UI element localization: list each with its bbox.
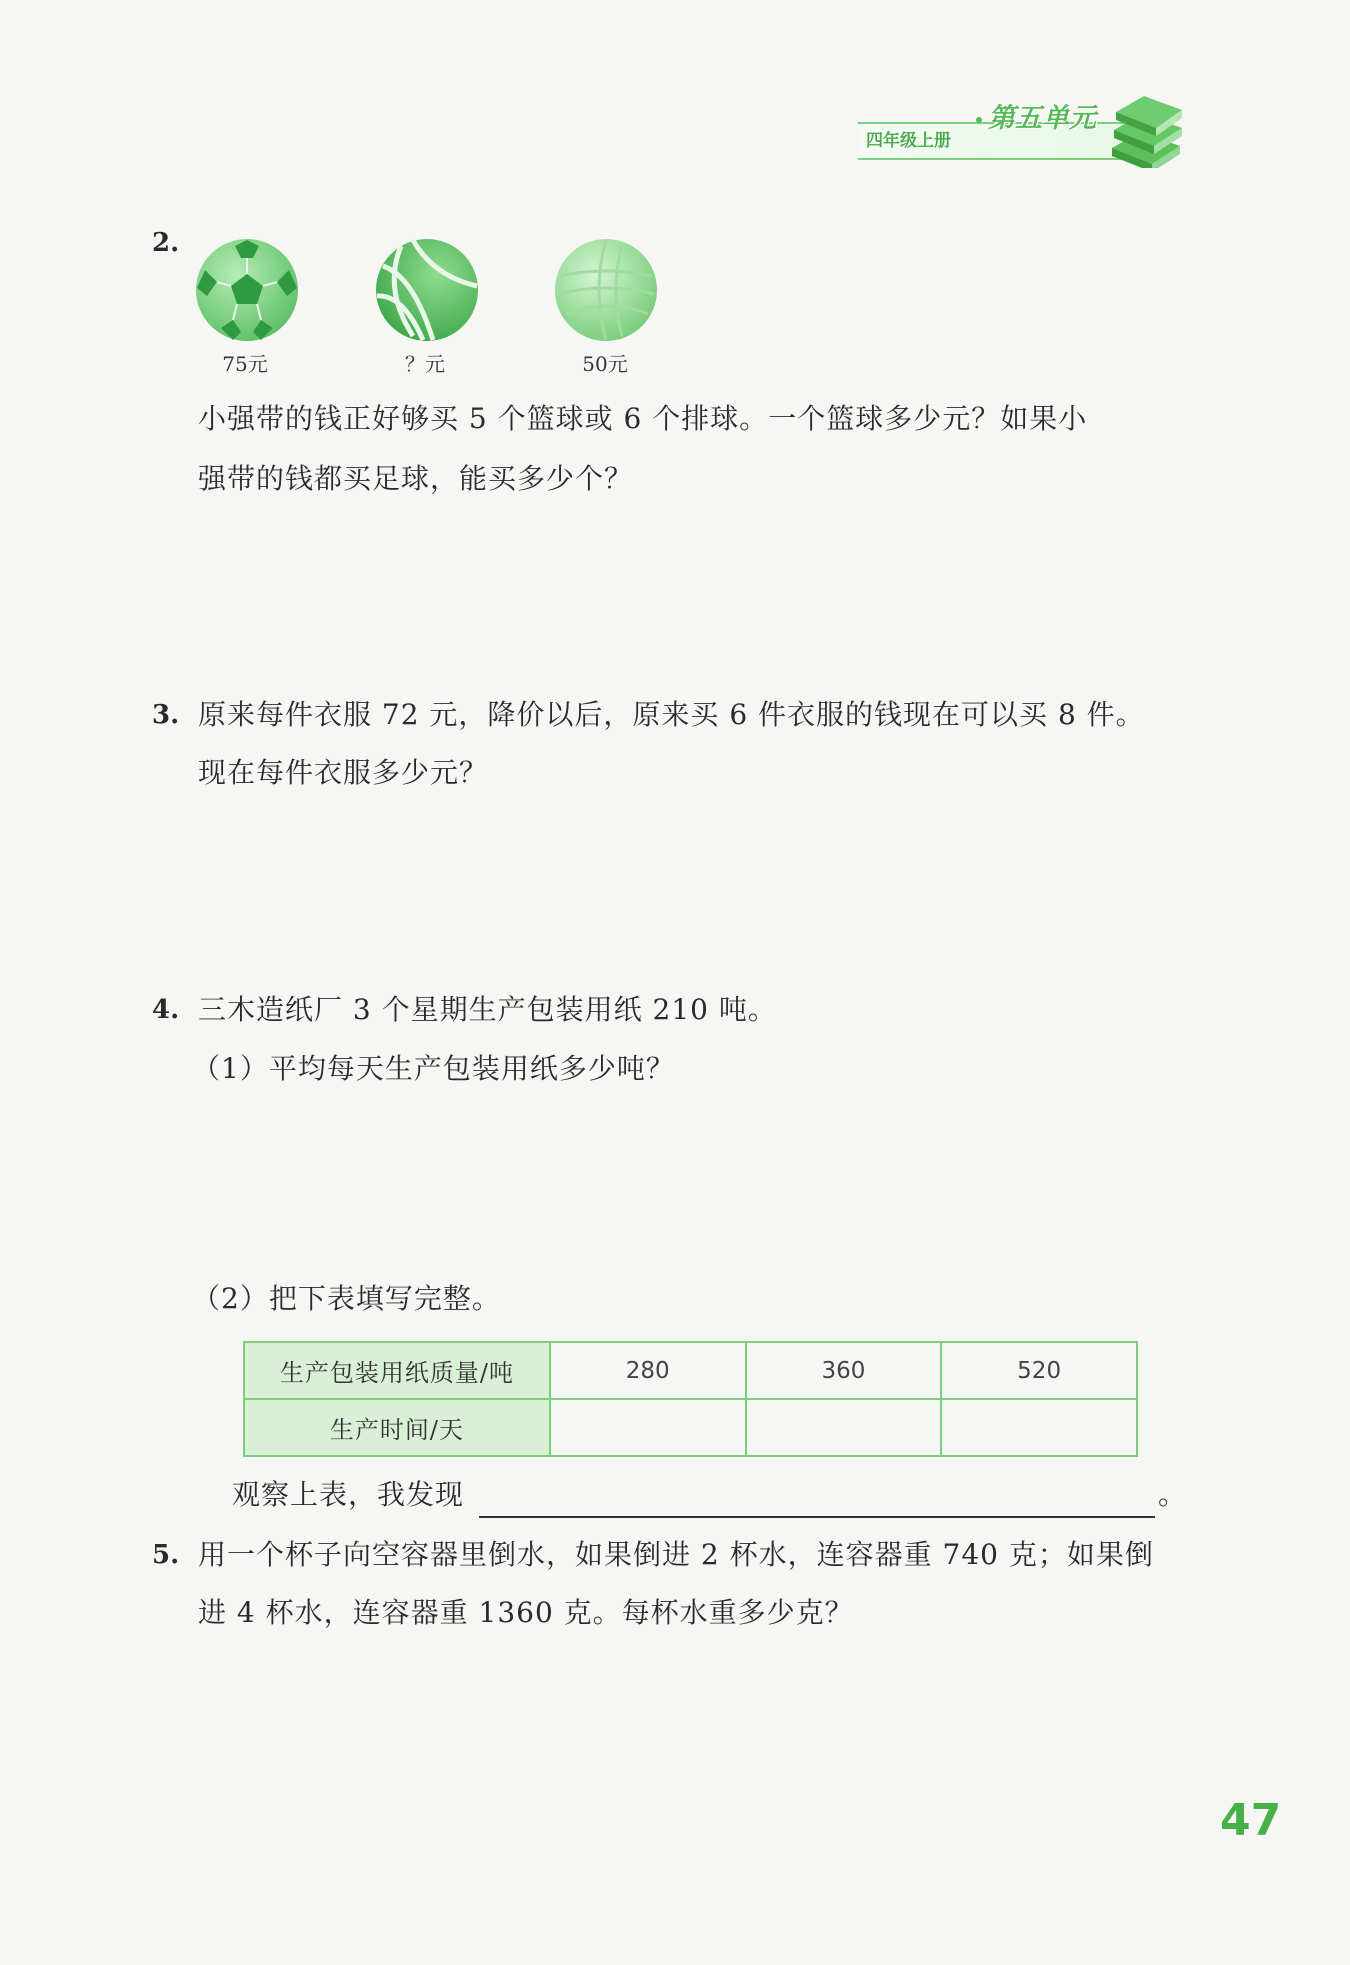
soccer-ball-price: 75元 <box>222 352 268 376</box>
basketball-price: ？元 <box>405 352 445 376</box>
observation-end-mark: 。 <box>1158 1478 1188 1511</box>
question-4-sub-1: （1）平均每天生产包装用纸多少吨？ <box>192 1052 675 1085</box>
unit-title: 第五单元 <box>988 103 1096 134</box>
question-4-sub-2: （2）把下表填写完整。 <box>192 1282 501 1315</box>
soccer-ball-icon <box>193 236 301 344</box>
question-3-number: 3. <box>152 700 180 730</box>
books-stack-icon <box>1108 86 1184 168</box>
question-2-line-2: 强带的钱都买足球，能买多少个？ <box>198 462 634 495</box>
production-table <box>243 1341 1138 1457</box>
question-5-number: 5. <box>152 1540 180 1570</box>
table-blank-cell[interactable] <box>746 1399 942 1456</box>
question-5-line-1: 用一个杯子向空容器里倒水，如果倒进 2 杯水，连容器重 740 克；如果倒 <box>198 1538 1154 1571</box>
table-blank-cell[interactable] <box>941 1399 1137 1456</box>
table-blank-cell[interactable] <box>550 1399 746 1456</box>
row-header-production-days: 生产时间/天 <box>244 1399 550 1456</box>
table-cell: 360 <box>746 1342 942 1399</box>
table-row <box>244 1399 1137 1456</box>
question-3-line-1: 原来每件衣服 72 元，降价以后，原来买 6 件衣服的钱现在可以买 8 件。 <box>198 698 1145 731</box>
observation-prompt: 观察上表，我发现 <box>232 1478 465 1511</box>
header-dot <box>976 117 982 123</box>
grade-label: 四年级上册 <box>866 131 951 151</box>
question-4-number: 4. <box>152 995 180 1025</box>
table-cell: 280 <box>550 1342 746 1399</box>
question-2-number: 2. <box>152 228 180 258</box>
basketball-icon <box>373 236 481 344</box>
table-row <box>244 1342 1137 1399</box>
page-number: 47 <box>1220 1795 1282 1846</box>
row-header-paper-weight: 生产包装用纸质量/吨 <box>244 1342 550 1399</box>
volleyball-icon <box>552 236 660 344</box>
table-cell: 520 <box>941 1342 1137 1399</box>
volleyball-price: 50元 <box>582 352 628 376</box>
observation-blank-line[interactable] <box>479 1516 1155 1518</box>
question-5-line-2: 进 4 杯水，连容器重 1360 克。每杯水重多少克？ <box>198 1596 854 1629</box>
question-2-line-1: 小强带的钱正好够买 5 个篮球或 6 个排球。一个篮球多少元？如果小 <box>198 402 1088 435</box>
question-4-line-1: 三木造纸厂 3 个星期生产包装用纸 210 吨。 <box>198 993 777 1026</box>
question-3-line-2: 现在每件衣服多少元？ <box>198 756 489 789</box>
